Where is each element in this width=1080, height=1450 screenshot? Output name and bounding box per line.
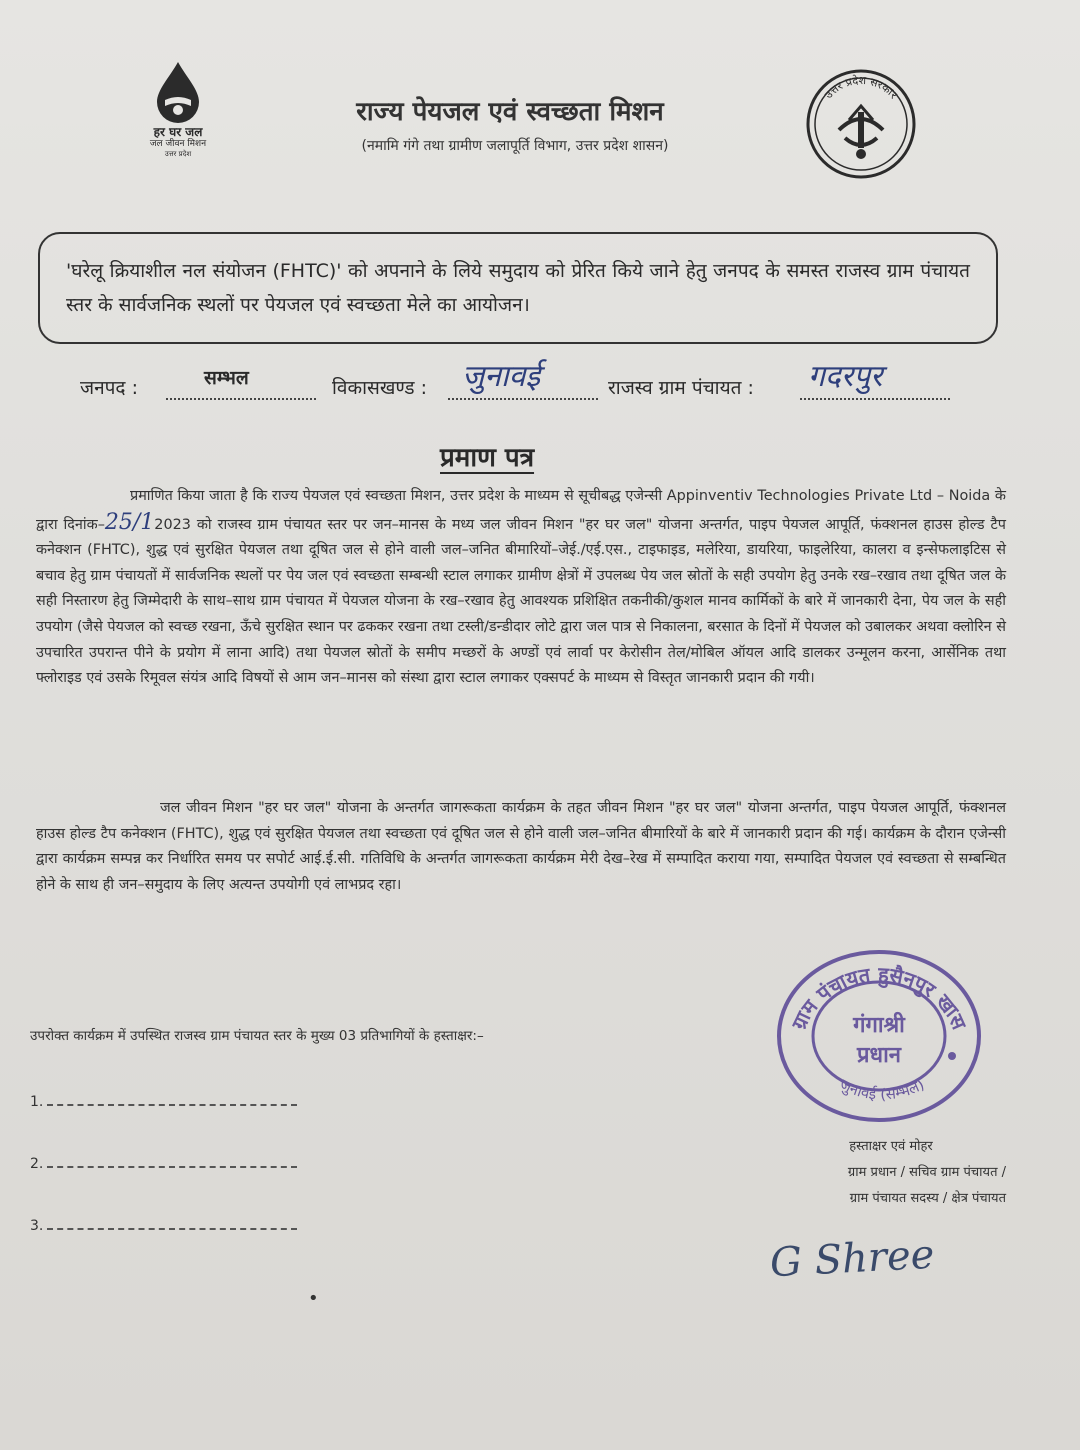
logo-text-1: हर घर जल — [153, 125, 203, 139]
panchayat-line — [800, 398, 950, 400]
certificate-paragraph-1 — [36, 484, 1006, 692]
date-year: 2023 — [154, 516, 191, 533]
stamp-caption — [736, 1134, 1006, 1212]
vikaskhand-value: जुनावई — [462, 359, 541, 394]
stamp-ring-text: ग्राम पंचायत हुसैनपुर खास — [786, 962, 972, 1034]
har-ghar-jal-logo — [128, 60, 228, 159]
janpad-label: जनपद : — [80, 377, 138, 399]
participant-number-3: 3. — [30, 1218, 44, 1234]
program-banner: 'घरेलू क्रियाशील नल संयोजन (FHTC)' को अपनाने के लिये समुदाय को प्रेरित किये जाने हेतु जनपद के समस्त राजस्व ग्राम पंचायत स्तर के सार्वजनिक स्थलों पर पेयजल एवं स्वच्छता मेले का आयोजन। — [38, 232, 998, 344]
location-fields — [80, 359, 980, 408]
water-drop-icon — [147, 60, 209, 124]
participant-signature-2 — [30, 1156, 297, 1172]
stamp-role: प्रधान — [857, 1043, 901, 1068]
stamp-caption-2: ग्राम प्रधान / सचिव ग्राम पंचायत / — [847, 1165, 1006, 1180]
logo-text-2: जल जीवन मिशन — [149, 139, 207, 149]
up-govt-emblem-icon — [805, 68, 917, 180]
handwritten-date: 25/1 — [104, 509, 155, 535]
panchayat-label: राजस्व ग्राम पंचायत : — [608, 377, 754, 399]
handwritten-signature: G Shree — [768, 1231, 936, 1287]
document-title: राज्य पेयजल एवं स्वच्छता मिशन — [356, 97, 664, 127]
certificate-title: प्रमाण पत्र — [440, 443, 535, 473]
vikaskhand-line — [448, 398, 598, 400]
janpad-line — [166, 398, 316, 400]
stamp-name: गंगाश्री — [853, 1013, 905, 1038]
attendance-note: उपरोक्त कार्यक्रम में उपस्थित राजस्व ग्राम पंचायत स्तर के मुख्य 03 प्रतिभागियों के हस्ताक्षर:– — [30, 1028, 484, 1044]
emblem-text: उत्तर प्रदेश सरकार — [821, 73, 901, 102]
stamp-caption-1: हस्ताक्षर एवं मोहर — [849, 1139, 933, 1154]
participant-number-1: 1. — [30, 1094, 44, 1110]
stamp-caption-3: ग्राम पंचायत सदस्य / क्षेत्र पंचायत — [849, 1191, 1006, 1206]
document-subtitle: (नमामि गंगे तथा ग्रामीण जलापूर्ति विभाग, उत्तर प्रदेश शासन) — [361, 138, 669, 154]
participant-signature-1 — [30, 1094, 297, 1110]
certificate-paragraph-2: जल जीवन मिशन "हर घर जल" योजना के अन्तर्गत जागरूकता कार्यक्रम के तहत जीवन मिशन "हर घर जल" योजना अन्तर्गत, पाइप पेयजल आपूर्ति, फंक्शनल हाउस होल्ड टैप कनेक्शन (FHTC), शुद्ध एवं सुरक्षित पेयजल तथा स्वच्छता एवं दूषित जल से होने वाली जल–जनित बीमारियों के बारे में जानकारी प्रदान की गई। कार्यक्रम के दौरान एजेन्सी द्वारा कार्यक्रम सम्पन्न कर निर्धारित समय पर सपोर्ट आई.ई.सी. गतिविधि के अन्तर्गत जागरूकता कार्यक्रम मेरी देख–रेख में सम्पादित कराया गया, सम्पादित पेयजल एवं स्वच्छता से सम्बन्धित होने के साथ ही जन–समुदाय के लिए अत्यन्त उपयोगी एवं लाभप्रद रहा। — [36, 800, 1006, 893]
paragraph-1-start: प्रमाणित किया जाता है कि राज्य पेयजल एवं स्वच्छता मिशन, उत्तर प्रदेश के माध्यम से सूचीबद्ध एजेन्सी Appinventiv Technologies Private Ltd – Noida के द्वारा दिनांक– — [36, 488, 1006, 533]
ink-mark: • — [308, 1288, 319, 1309]
logo-text-3: उत्तर प्रदेश — [164, 150, 192, 158]
gram-pradhan-stamp — [766, 944, 986, 1124]
stamp-bottom-text: जुनावई (सम्भल) — [836, 1075, 928, 1104]
participant-signature-3 — [30, 1218, 297, 1234]
janpad-value: सम्भल — [204, 367, 249, 389]
participant-number-2: 2. — [30, 1156, 44, 1172]
paragraph-1-rest: को राजस्व ग्राम पंचायत स्तर पर जन–मानस के मध्य जल जीवन मिशन "हर घर जल" योजना अन्तर्गत, पाइप पेयजल आपूर्ति, फंक्शनल हाउस होल्ड टैप कनेक्शन (FHTC), शुद्ध एवं सुरक्षित पेयजल तथा दूषित जल से होने वाली जल–जनित बीमारियों–जेई./एई.एस., टाइफाइड, मलेरिया, डायरिया, फाइलेरिया, कालरा व इन्सेफलाइटिस से बचाव हेतु ग्राम पंचायतों में सार्वजनिक स्थलों पर पेय जल एवं स्वच्छता सम्बन्धी स्टाल लगाकर ग्रामीण क्षेत्रों में उपलब्ध पेय जल स्रोतों के सही उपयोग हेतु उनके रख–रखाव तथा दूषित जल के सही निस्तारण हेतु जिम्मेदारी के साथ–साथ ग्राम पंचायत में पेयजल योजना के रख–रखाव हेतु आवश्यक प्रशिक्षित तकनीकी/कुशल मानव कार्मिकों के बारे में जानकारी देना, पेय जल के सही उपयोग (जैसे पेयजल को स्वच्छ रखना, ऊँचे सुरक्षित स्थान पर ढककर रखना तथा टस्ली/डन्डीदार लोटे द्वारा जल पात्र से निकालना, बरसात के दिनों में पेयजल को उबालकर अथवा क्लोरिन से उपचारित उपरान्त पीने के प्रयोग में लाना आदि) तथा पेयजल स्रोतों के समीप मच्छरों के अण्डों एवं लार्वा पर केरोसीन तेल/मोबिल ऑयल आदि डालकर उन्मूलन करना, आर्सेनिक तथा फ्लोराइड एवं उसके रिमूवल संयंत्र आदि विषयों से आम जन–मानस को संस्था द्वारा स्टाल लगाकर एक्सपर्ट के माध्यम से विस्तृत जानकारी प्रदान की गयी। — [36, 516, 1006, 687]
vikaskhand-label: विकासखण्ड : — [332, 377, 428, 399]
svg-text:जुनावई (सम्भल) — [836, 1075, 927, 1103]
panchayat-value: गदरपुर — [808, 359, 883, 394]
